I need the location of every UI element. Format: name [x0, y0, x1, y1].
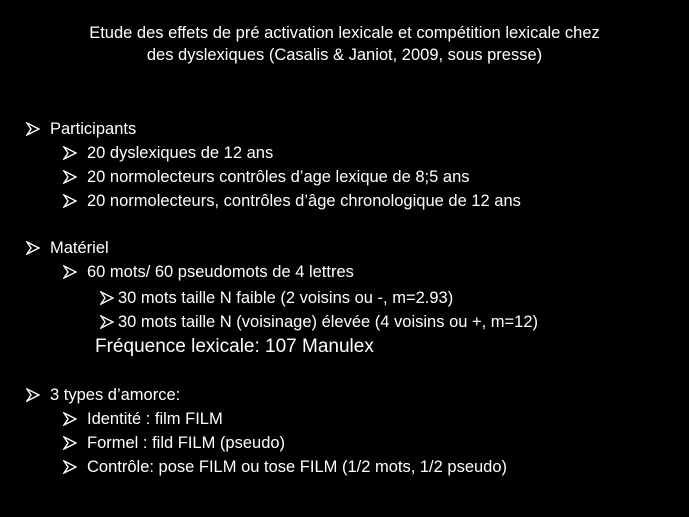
list-item-text: 20 normolecteurs contrôles d’age lexique de 8;5 ans: [87, 168, 470, 186]
arrow-bullet-icon: [63, 412, 77, 426]
arrow-bullet-icon: [100, 315, 114, 329]
arrow-bullet-icon: [63, 146, 77, 160]
list-item-text: Contrôle: pose FILM ou tose FILM (1/2 mots, 1/2 pseudo): [87, 458, 508, 476]
list-subitem: [100, 312, 538, 332]
arrow-bullet-icon: [63, 265, 77, 279]
list-subitem-text: 30 mots taille N faible (2 voisins ou -, m=2.93): [118, 289, 454, 307]
list-item: [63, 409, 223, 429]
arrow-bullet-icon: [63, 436, 77, 450]
title-line-1: Etude des effets de pré activation lexicale et compétition lexicale chez: [89, 24, 600, 42]
list-item: [63, 457, 507, 477]
arrow-bullet-icon: [63, 170, 77, 184]
section-materiel: [26, 238, 109, 258]
list-item: [63, 433, 285, 453]
list-item: [63, 167, 470, 187]
list-item: [63, 143, 273, 163]
section-label-participants: Participants: [50, 120, 137, 138]
section-label-amorce: 3 types d’amorce:: [50, 386, 181, 404]
list-subitem-text: 30 mots taille N (voisinage) élevée (4 voisins ou +, m=12): [118, 313, 539, 331]
arrow-bullet-icon: [26, 241, 40, 255]
list-item-text: 20 normolecteurs, contrôles d’âge chronologique de 12 ans: [87, 192, 521, 210]
section-amorce: [26, 385, 180, 405]
frequency-note: Fréquence lexicale: 107 Manulex: [95, 336, 374, 357]
arrow-bullet-icon: [100, 291, 114, 305]
arrow-bullet-icon: [26, 388, 40, 402]
arrow-bullet-icon: [63, 194, 77, 208]
list-item-text: 20 dyslexiques de 12 ans: [87, 144, 274, 162]
list-item: [63, 262, 354, 282]
section-participants: [26, 119, 136, 139]
list-item: [63, 191, 521, 211]
list-item-text: 60 mots/ 60 pseudomots de 4 lettres: [87, 263, 354, 281]
list-item-text: Identité : film FILM: [87, 410, 223, 428]
slide-title: [20, 22, 669, 66]
list-subitem: [100, 288, 453, 308]
arrow-bullet-icon: [63, 460, 77, 474]
section-label-materiel: Matériel: [50, 239, 109, 257]
list-item-text: Formel : fild FILM (pseudo): [87, 434, 286, 452]
title-line-2: des dyslexiques (Casalis & Janiot, 2009, sous presse): [146, 46, 543, 64]
arrow-bullet-icon: [26, 122, 40, 136]
